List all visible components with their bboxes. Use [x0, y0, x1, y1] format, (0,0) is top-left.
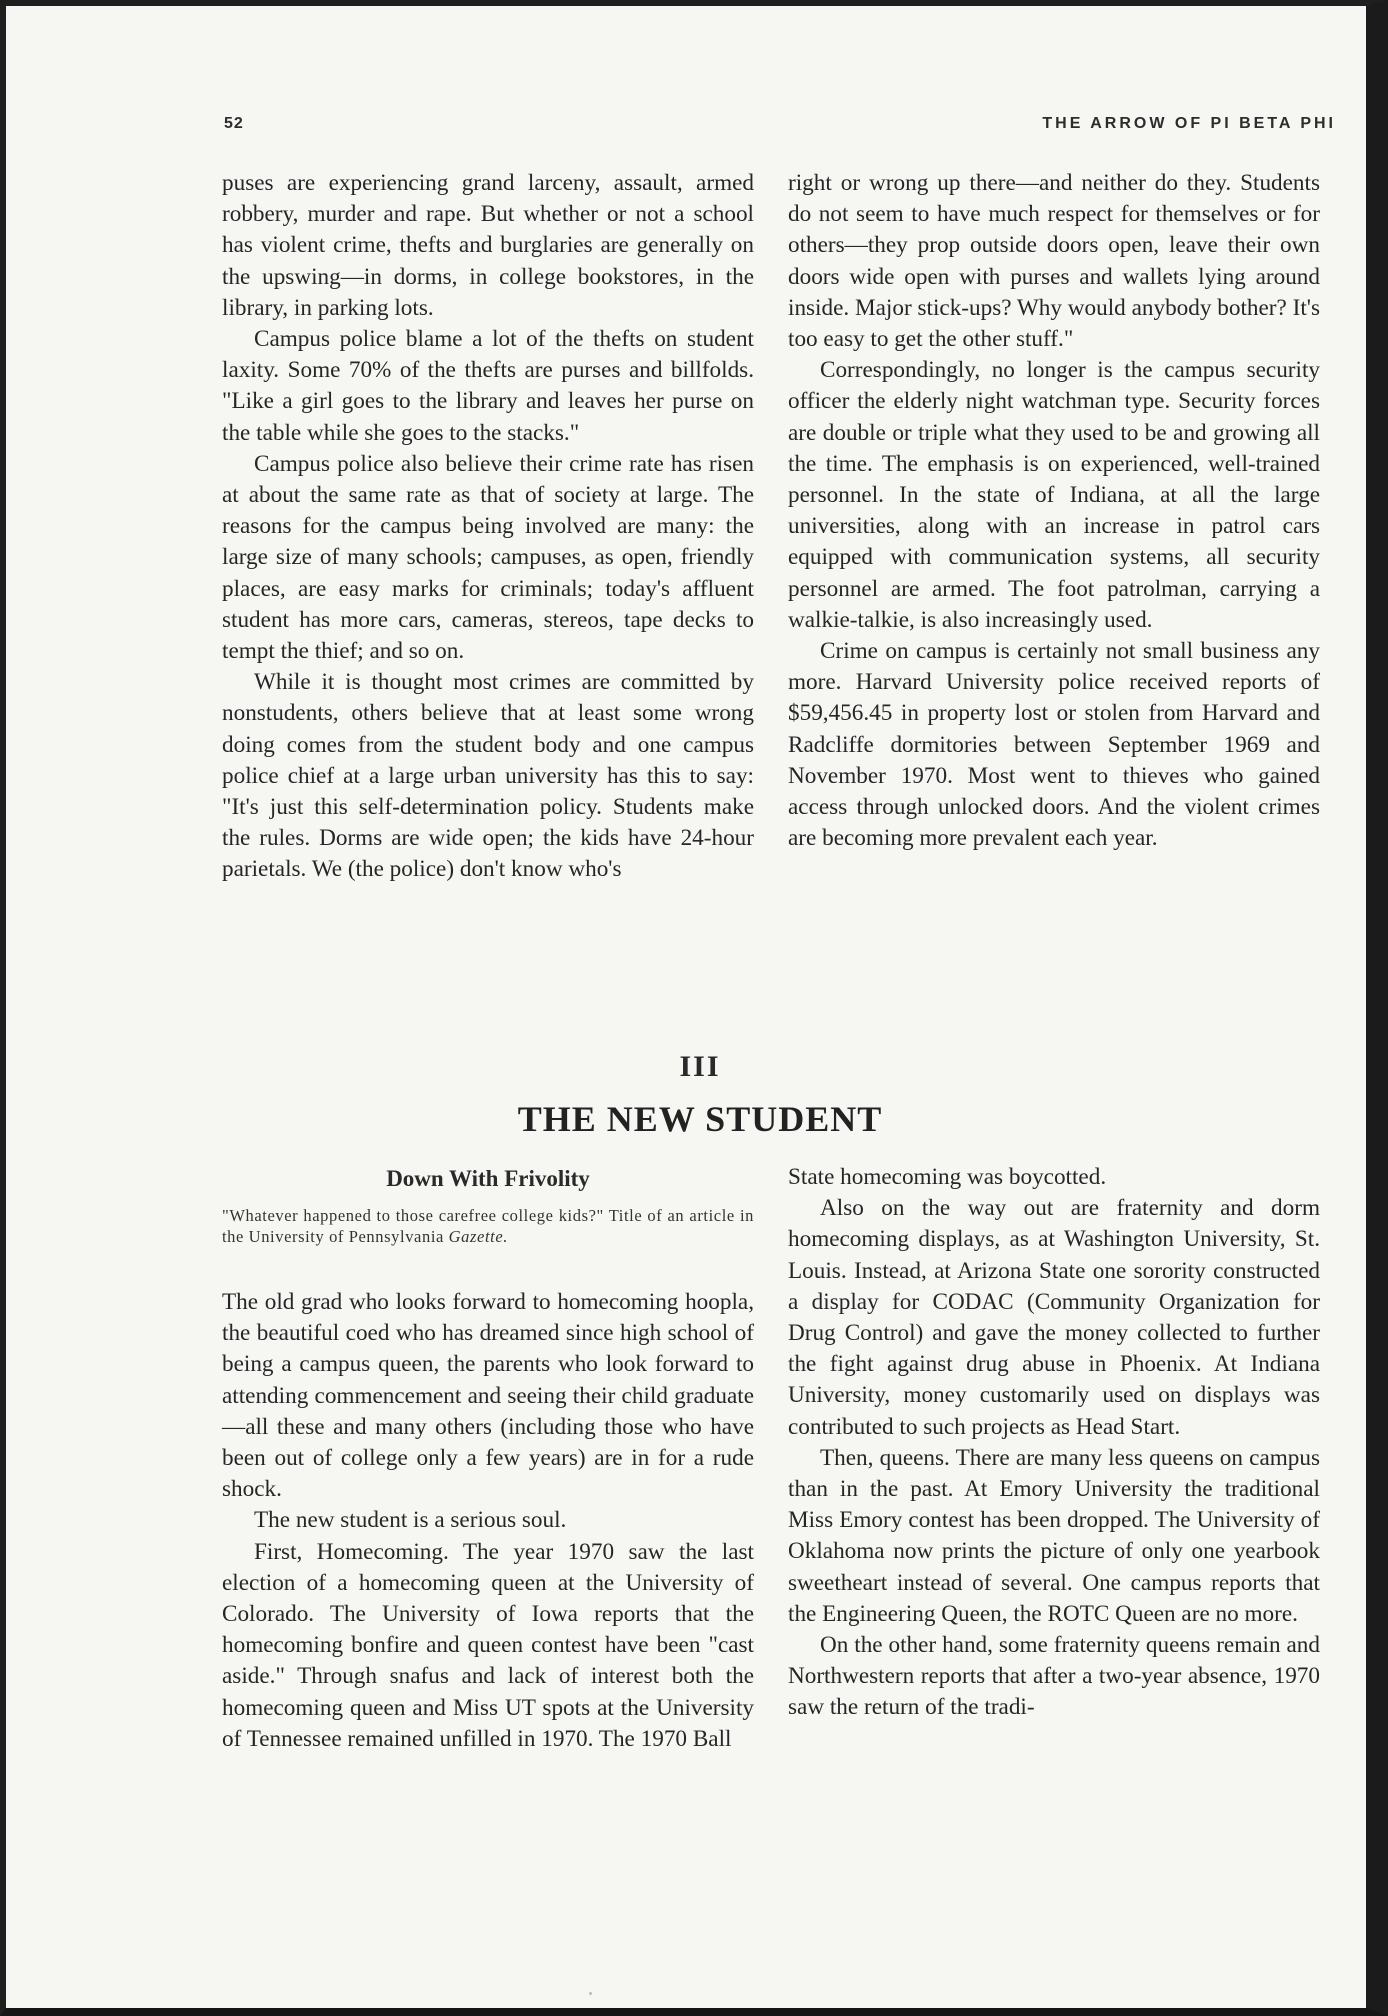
epigraph-source: Gazette.: [448, 1227, 508, 1246]
publication-title: THE ARROW OF PI BETA PHI: [1042, 115, 1336, 132]
paragraph: right or wrong up there—and neither do they. Students do not seem to have much respect for themselves or for others—they prop outside doors open, leave their own doors wide open with purses and wallets lying around inside. Major stick-ups? Why would anybody bother? It's too easy to get the other stuff.": [788, 170, 1320, 353]
epigraph: [222, 1205, 754, 1247]
paragraph: Correspondingly, no longer is the campus security officer the elderly night watchman type. Security forces are double or triple what they used to be and growing all the time. The emphasis is on experienced, well-trained personnel. In the state of Indiana, at all the large universities, along with an increase in patrol cars equipped with communication systems, all security personnel are armed. The foot patrolman, carrying a walkie-talkie, is also increasingly used.: [788, 357, 1320, 633]
paragraph: Campus police also believe their crime rate has risen at about the same rate as that of society at large. The reasons for the campus being involved are many: the large size of many schools; campuses, as open, friendly places, are easy marks for criminals; today's affluent student has more cars, cameras, stereos, tape decks to tempt the thief; and so on.: [222, 450, 754, 665]
top-left-column: [222, 168, 754, 886]
paragraph: Then, queens. There are many less queens on campus than in the past. At Emory University the traditional Miss Emory contest has been dropped. The University of Oklahoma now prints the picture of only one yearbook sweetheart instead of several. One campus reports that the Engineering Queen, the ROTC Queen are no more.: [788, 1444, 1320, 1627]
paragraph: While it is thought most crimes are committed by nonstudents, others believe that at least some wrong doing comes from the student body and one campus police chief at a large urban university has this to say: "It's just this self-determination policy. Students make the rules. Dorms are wide open; the kids have 24-hour parietals. We (the police) don't know who's: [222, 669, 754, 883]
bottom-right-column: [788, 1162, 1320, 1724]
section-title: THE NEW STUDENT: [517, 1099, 883, 1139]
bottom-left-column: [222, 1287, 754, 1755]
paragraph: The new student is a serious soul.: [254, 1507, 567, 1534]
scan-speck: [589, 1992, 592, 1995]
top-right-column: [788, 168, 1320, 854]
paragraph: Campus police blame a lot of the thefts on student laxity. Some 70% of the thefts are purses and billfolds. "Like a girl goes to the library and leaves her purse on the table while she goes to the stacks.": [222, 326, 754, 446]
paragraph: puses are experiencing grand larceny, assault, armed robbery, murder and rape. But whether or not a school has violent crime, thefts and burglaries are generally on the upswing—in dorms, in college bookstores, in the library, in parking lots.: [222, 170, 754, 321]
paragraph: First, Homecoming. The year 1970 saw the last election of a homecoming queen at the University of Colorado. The University of Iowa reports that the homecoming bonfire and queen contest have been "cast aside." Through snafus and lack of interest both the homecoming queen and Miss UT spots at the University of Tennessee remained unfilled in 1970. The 1970 Ball: [222, 1538, 754, 1752]
subsection-heading: Down With Frivolity: [386, 1166, 590, 1191]
page-number: 52: [224, 115, 244, 132]
paragraph: Crime on campus is certainly not small business any more. Harvard University police received reports of $59,456.45 in property lost or stolen from Harvard and Radcliffe dormitories between September 1969 and November 1970. Most went to thieves who gained access through unlocked doors. And the violent crimes are becoming more prevalent each year.: [788, 638, 1320, 852]
epigraph-quote: "Whatever happened to those carefree college kids?" Title of an article in the University of Pennsylvania: [222, 1206, 754, 1246]
paragraph: The old grad who looks forward to homecoming hoopla, the beautiful coed who has dreamed since high school of being a campus queen, the parents who look forward to attending commencement and seeing their child graduate—all these and many others (including those who have been out of college only a few years) are in for a rude shock.: [222, 1289, 754, 1503]
paragraph: State homecoming was boycotted.: [788, 1164, 1107, 1190]
paragraph: On the other hand, some fraternity queens remain and Northwestern reports that after a two-year absence, 1970 saw the return of the tradi-: [788, 1632, 1320, 1721]
paragraph: Also on the way out are fraternity and dorm homecoming displays, as at Washington University, St. Louis. Instead, at Arizona State one sorority constructed a display for CODAC (Community Organization for Drug Control) and gave the money collected to further the fight against drug abuse in Phoenix. At Indiana University, money customarily used on displays was contributed to such projects as Head Start.: [788, 1195, 1320, 1440]
section-number: III: [679, 1050, 721, 1083]
